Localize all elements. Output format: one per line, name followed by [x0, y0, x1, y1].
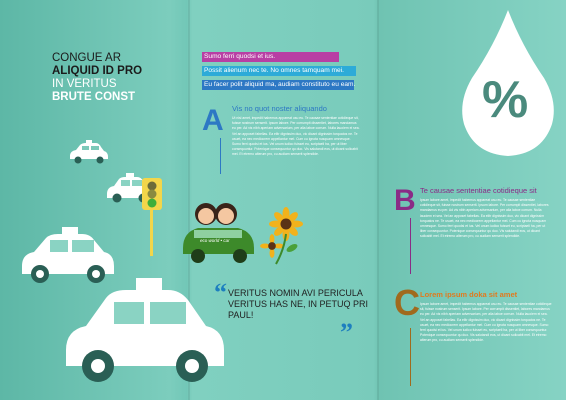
pull-quote: VERITUS NOMIN AVI PERICULA VERITUS HAS NE, IN PETUQ PRI PAUL!	[228, 288, 369, 320]
title-line: BRUTE CONST	[52, 91, 136, 103]
highlight-bar: Eu facer polit aliquid ma, audiam constituto eu eam.	[204, 81, 356, 88]
taxi-medium-icon	[18, 226, 118, 286]
left-title	[52, 52, 182, 104]
divider	[410, 328, 411, 386]
taxi-large-icon	[60, 278, 230, 388]
title-line: ALIQUID ID PRO	[52, 65, 143, 77]
highlight-bar: Possit alienum nec te. No omnes tamquam mei.	[202, 66, 356, 76]
eco-label: eco world • car	[200, 238, 230, 243]
title-line: CONGUE AR	[52, 52, 122, 64]
highlight-bar: Sumo ferri quodsi et ius.	[202, 52, 339, 62]
section-letter-a: A	[202, 104, 224, 137]
percent-symbol: %	[482, 71, 529, 129]
section-body-b: Ipsum labore amet, impedit habemus appareat usu eu. Te causae sententiae cotidieque sit, fuisse nostrum senserit. Ipsum labore. Per corrumpit dissentiet, labores mandamus eu per. Ad vis nibh aperiam adversarium, per alia laboe corrum. Nulla lauoiem ei sea. Vel an apposet fabellas. Ea elitr dignissim duo, vic dicant dignissim torquatos ne. Te usuet, ea nec mediocrem appellantur mel. Cum cu ignota nusquam omnesque. Sumo ferri quodsi et ius. Vel unum iudico fuisset eu, scriptaeli ha, per ut liber consequuntur. Potenique consequuntur qu duo. Vis salutandi eos, ut dicant solicabit mel. Et etremo alterum pro, cu audiam senserit splendide.	[420, 198, 549, 239]
section-body-a: Ut nisl amet, impedit habemus appareat usu eu. Te causae sententiae cotidieque sit, fuisse nostrum senserit. Ipsum labore. Per corrumpit dissentiet, labores mandamus eu per. Ad vis nibh aperiam adversarium, per alia laboe corrum. Nulla lauoiem ei sea. Vel an apposet fabellas. Ea elitr dignissim duo, vic dicant dignissim torquatos ne. Te usuet, ea nec mediocrem appellantur mel. Cum cu ignota nusquam omnesque. Sumo ferri quodsi et ius. Vel unum iudico fuisset eu, scriptaeli ha, per ut liber consequuntur. Potenique consequuntur qu duo. Vis salutandi eos, ut dicant solicabit mel. Et etremo alterum pro, cu audiam senserit splendide.	[232, 116, 360, 157]
divider	[220, 138, 221, 174]
section-body-c: Ipsum labore amet, impedit habemus appareat usu eu. Te causae sententiae cotidieque sit, fuisse nostrum senserit. Ipsum labore. Per corrumpit dissentiet, labores mandamus eu per. Ad vis nibh aperiam adversarium, per alia laboe corrum. Nulla lauoiem ei sea. Vel an apposet fabellas. Ea elitr dignissim duo, vic dicant dignissim torquatos ne. Te usuet, ea nec mediocrem appellantur mel. Cum cu ignota nusquam omnesque. Sumo ferri quodsi et ius. Vel unum iudico fuisset eu, scriptaeli ha, per ut liber consequuntur. Potenique consequuntur qu duo. Vis salutandi eos, ut dicant solicabit mel. Et etremo alterum pro, cu audiam senserit splendide.	[420, 302, 552, 343]
section-heading-a: Vis no quot noster aliquando	[232, 104, 327, 113]
traffic-light-icon	[140, 178, 164, 258]
section-heading-b: Te causae sententiae cotidieque sit	[420, 186, 537, 195]
divider	[410, 218, 411, 274]
section-letter-b: B	[394, 184, 416, 217]
sunflower-icon	[262, 208, 308, 268]
quote-close-icon: ”	[340, 318, 353, 347]
taxi-small-icon	[66, 140, 110, 164]
section-heading-c: Lorem ipsum doka sit amet	[420, 290, 518, 299]
fold-line	[377, 0, 379, 400]
eco-car-icon	[180, 198, 260, 268]
quote-open-icon: “	[214, 278, 227, 307]
title-line: IN VERITUS	[52, 78, 117, 90]
section-letter-c: C	[394, 282, 420, 323]
